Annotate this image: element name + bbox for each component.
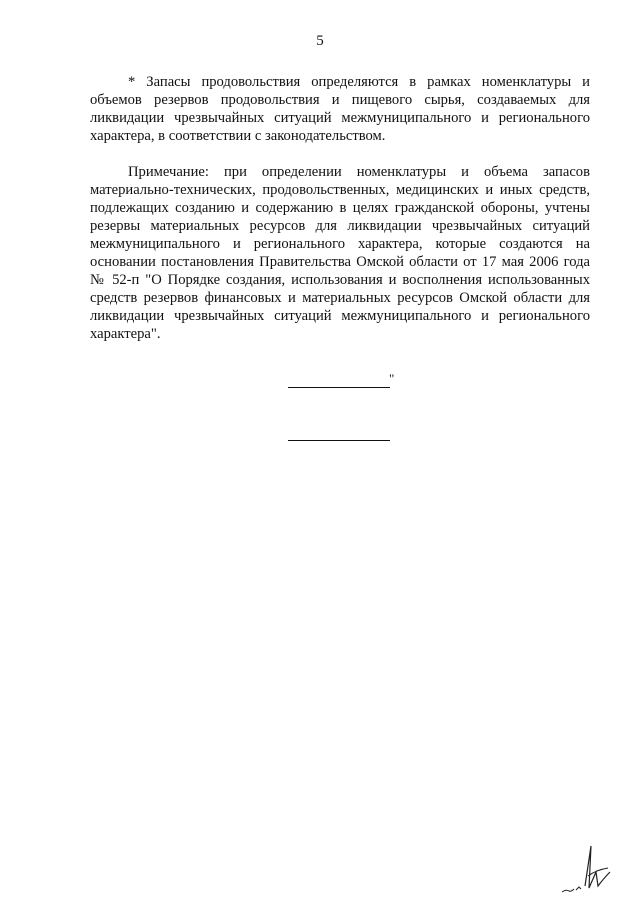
page-number: 5: [316, 33, 324, 49]
separator-line-top: [288, 387, 390, 388]
footnote-paragraph: [90, 73, 590, 145]
signature-icon: [558, 842, 613, 897]
separator-line-bottom: [288, 440, 390, 441]
closing-quote-mark: ": [389, 371, 395, 386]
footnote-text: * Запасы продовольствия определяются в рамках номенклатуры и объемов резервов продовольствия и пищевого сырья, создаваемых для ликвидации чрезвычайных ситуаций межмуниципального и регионального характера, в соответствии с законодательством.: [90, 74, 590, 144]
note-paragraph: [90, 163, 590, 343]
note-text: Примечание: при определении номенклатуры и объема запасов материально-технических, продовольственных, медицинских и иных средств, подлежащих созданию и содержанию в целях гражданской обороны, учтены резервы материальных ресурсов для ликвидации чрезвычайных ситуаций межмуниципального и регионального характера, которые создаются на основании постановления Правительства Омской области от 17 мая 2006 года № 52-п "О Порядке создания, использования и восполнения использованных средств резервов финансовых и материальных ресурсов Омской области для ликвидации чрезвычайных ситуаций межмуниципального и регионального характера".: [90, 164, 590, 342]
